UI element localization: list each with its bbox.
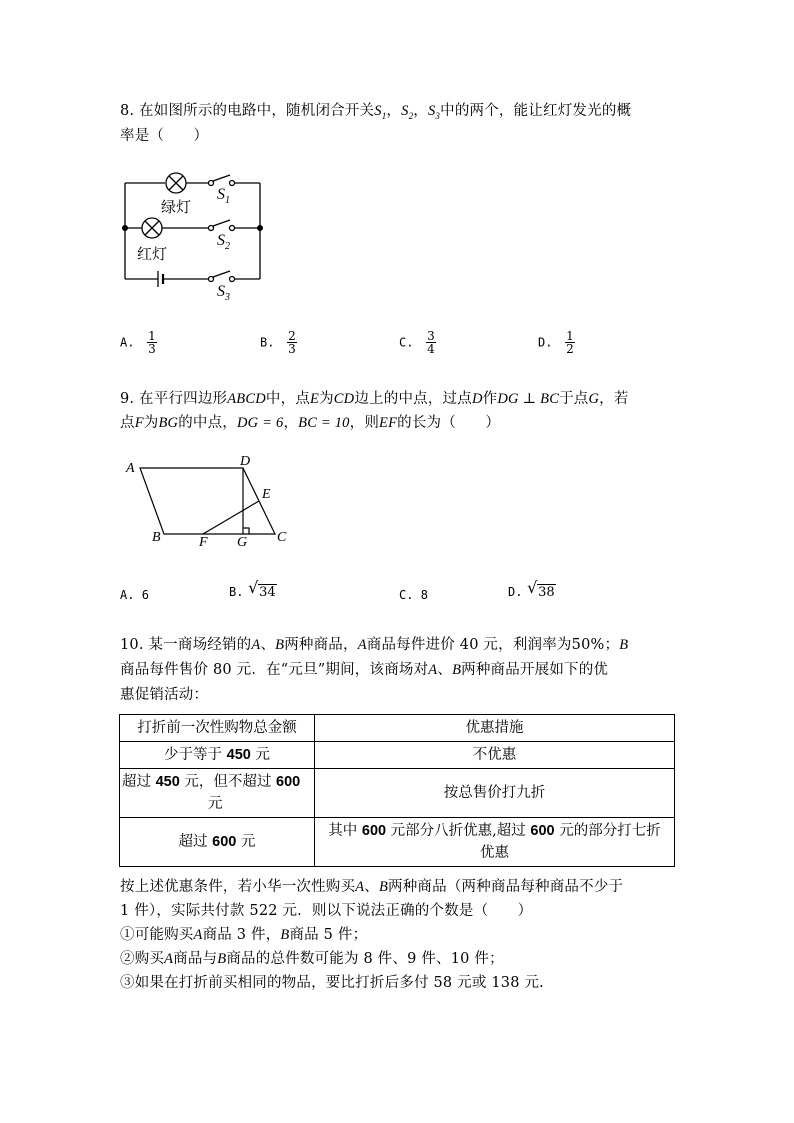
q8-text: 8. 在如图所示的电路中，随机闭合开关 <box>120 103 375 119</box>
table-cell: 按总售价打九折 <box>315 769 675 818</box>
q10-statement-1: ①可能购买A商品 3 件，B商品 5 件； <box>120 927 368 943</box>
parallelogram-diagram <box>118 452 298 552</box>
green-lamp-label: 绿灯 <box>161 198 192 216</box>
q8-line-1: 8. 在如图所示的电路中，随机闭合开关$S_1$，$S_2$，$S_3$中的两个，能让红灯发光的概 <box>120 103 632 121</box>
q9-line-1: 9. 在平行四边形ABCD中，点E为CD边上的中点，过点D作DG ⊥ BC于点G，若 <box>120 391 629 407</box>
q9-option-c[interactable]: C. 8 <box>399 588 428 602</box>
table-cell: 超过 600 元 <box>120 818 315 867</box>
table-cell: 少于等于 450 元 <box>120 742 315 769</box>
q8-option-b[interactable]: B. $\frac{2}{3}$ <box>260 329 296 356</box>
point-b-label: B <box>152 530 161 545</box>
q10-statement-3: ③如果在打折前买相同的物品，要比打折后多付 58 元或 138 元. <box>120 975 544 991</box>
circuit-diagram <box>118 165 268 305</box>
q9-option-a[interactable]: A. 6 <box>120 588 149 602</box>
table-header-row <box>120 715 675 742</box>
q8-line-2: 率是（ ） <box>120 128 209 144</box>
circuit-s1-label: $S_1$ <box>217 186 230 207</box>
sqrt-34: √ 34 <box>248 578 276 600</box>
switch-s3-label: $S_3$ <box>427 103 441 121</box>
point-g-label: G <box>237 535 248 550</box>
q8-option-d[interactable]: D. $\frac{1}{2}$ <box>538 329 574 356</box>
point-d-label: D <box>240 454 251 469</box>
q10-after-line-1: 按上述优惠条件，若小华一次性购买A、B两种商品（两种商品每种商品不少于 <box>120 879 624 895</box>
point-a-label: A <box>126 461 135 476</box>
q8-option-c[interactable]: C. $\frac{3}{4}$ <box>399 329 435 356</box>
point-e-label: E <box>262 487 271 502</box>
q10-line-1: 10. 某一商场经销的A、B两种商品，A商品每件进价 40 元，利润率为50%；B <box>120 637 629 653</box>
q10-after-line-2: 1 件），实际共付款 522 元．则以下说法正确的个数是（ ） <box>120 903 533 919</box>
table-cell: 超过 450 元，但不超过 600 元 <box>120 769 315 818</box>
switch-s2-label: $S_2$ <box>401 103 414 121</box>
q9-line-2: 点F为BG的中点，DG = 6，BC = 10，则EF的长为（ ） <box>120 415 501 431</box>
promotion-table <box>119 714 675 867</box>
switch-s1-label: $S_1$ <box>374 103 387 121</box>
circuit-s3-label: $S_3$ <box>217 283 230 304</box>
table-cell: 不优惠 <box>315 742 675 769</box>
q8-option-a[interactable]: A. $\frac{1}{3}$ <box>120 329 156 356</box>
q9-option-d[interactable]: D. √ 38 <box>508 578 555 600</box>
q10-line-2: 商品每件售价 80 元．在“元旦”期间，该商场对A、B两种商品开展如下的优 <box>120 662 609 678</box>
circuit-s2-label: $S_2$ <box>217 232 230 253</box>
table-row <box>120 769 675 818</box>
point-f-label: F <box>199 535 208 550</box>
table-cell: 其中 600 元部分八折优惠,超过 600 元的部分打七折 优惠 <box>315 818 675 867</box>
table-header: 打折前一次性购物总金额 <box>120 715 315 742</box>
point-c-label: C <box>277 530 287 545</box>
q9-option-b[interactable]: B. √ 34 <box>229 578 276 600</box>
table-row <box>120 818 675 867</box>
sqrt-38: √ 38 <box>527 578 555 600</box>
q10-statement-2: ②购买A商品与B商品的总件数可能为 8 件、9 件、10 件； <box>120 951 504 967</box>
table-row <box>120 742 675 769</box>
q10-line-3: 惠促销活动： <box>120 687 209 703</box>
red-lamp-label: 红灯 <box>137 245 168 263</box>
table-header: 优惠措施 <box>315 715 675 742</box>
